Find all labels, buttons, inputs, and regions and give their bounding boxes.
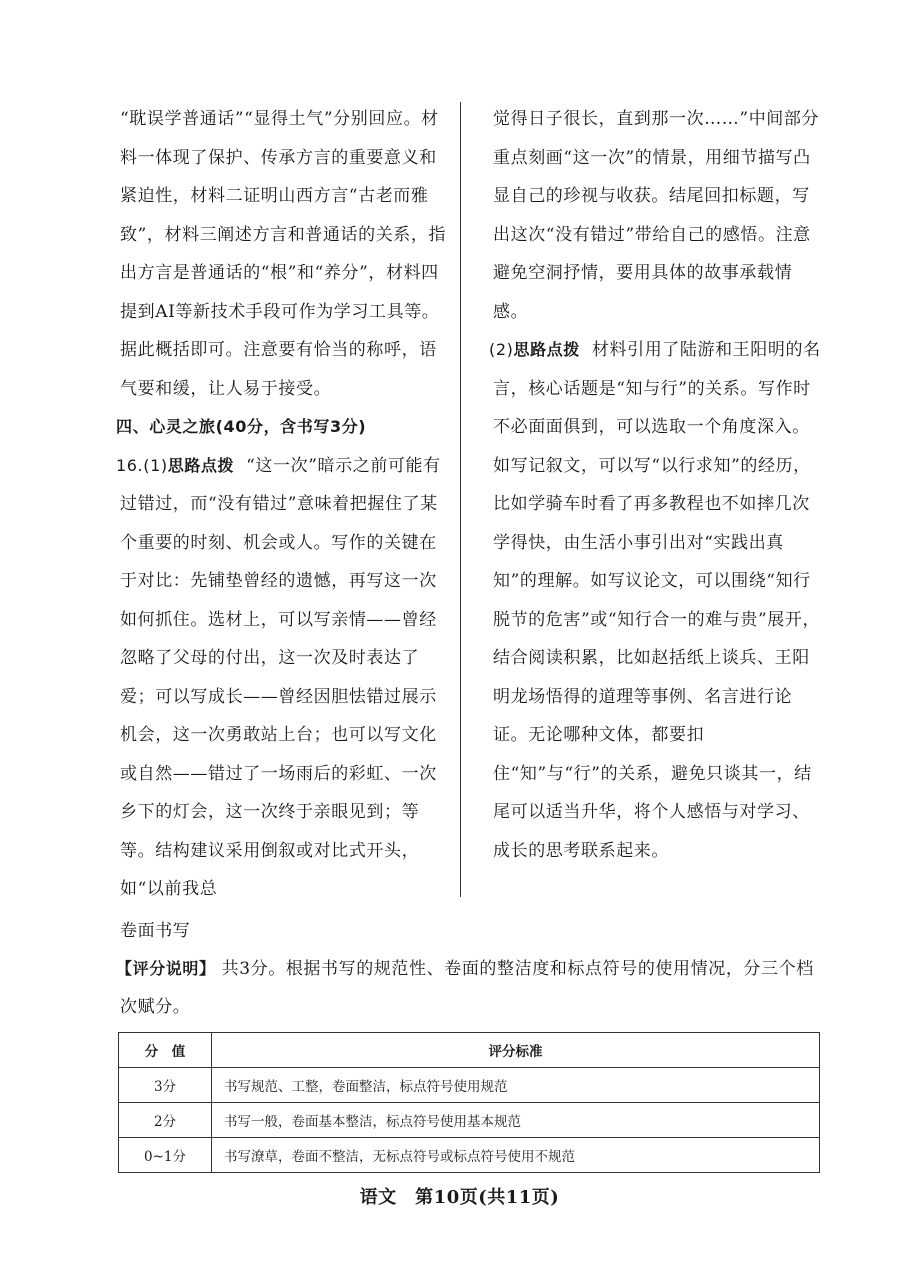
- section-heading: 四、心灵之旅(40分，含书写3分): [116, 417, 367, 436]
- criteria-cell: 书写潦草，卷面不整洁，无标点符号或标点符号使用不规范: [212, 1138, 820, 1173]
- table-row: [119, 1068, 820, 1103]
- table-header-row: [119, 1033, 820, 1068]
- scoring-text: 共3分。根据书写的规范性、卷面的整洁度和标点符号的使用情况，分三个档次赋分。: [120, 959, 814, 1017]
- score-cell: 3分: [119, 1068, 212, 1103]
- page-footer: 语文 第10页(共11页): [359, 1187, 560, 1208]
- question-16-part-2: [489, 331, 823, 870]
- question-16-part-2-text: 材料引用了陆游和王阳明的名言，核心话题是“知与行”的关系。写作时不必面面俱到，可以选取一个角度深入。如写记叙文，可以写“以行求知”的经历，比如学骑车时看了再多教程也不如摔几次学得快，由生活小事引出对“实践出真知”的理解。如写议论文，可以围绕“知行脱节的危害”或“知行合一的难与贵”展开，结合阅读积累，比如赵括纸上谈兵、王阳明龙场悟得的道理等事例、名言进行论证。无论哪种文体，都要扣住“知”与“行”的关系，避免只谈其一，结尾可以适当升华，将个人感悟与对学习、成长的思考联系起来。: [493, 340, 821, 861]
- table-row: [119, 1103, 820, 1138]
- scoring-note: [116, 950, 820, 1026]
- criteria-cell: 书写一般，卷面基本整洁，标点符号使用基本规范: [212, 1103, 820, 1138]
- right-column: [489, 100, 823, 870]
- criteria-cell: 书写规范、工整，卷面整洁，标点符号使用规范: [212, 1068, 820, 1103]
- question-16-text: “这一次”暗示之前可能有过错过，而“没有错过”意味着把握住了某个重要的时刻、机会或人。写作的关键在于对比：先铺垫曾经的遗憾，再写这一次如何抓住。选材上，可以写亲情——曾经忽略了父母的付出，这一次及时表达了爱；可以写成长——曾经因胆怯错过展示机会，这一次勇敢站上台；也可以写文化或自然——错过了一场雨后的彩虹、一次乡下的灯会，这一次终于亲眼见到；等等。结构建议采用倒叙或对比式开头，如“以前我总: [120, 455, 441, 899]
- column-divider: [460, 102, 461, 897]
- hint-label: 思路点拨: [513, 340, 580, 359]
- continuation-paragraph: 觉得日子很长，直到那一次……”中间部分重点刻画“这一次”的情景，用细节描写凸显自己的珍视与收获。结尾回扣标题，写出这次“没有错过”带给自己的感悟。注意避免空洞抒情，要用具体的故事承载情感。: [493, 109, 820, 322]
- handwriting-section: [116, 912, 820, 1026]
- hint-label: 思路点拨: [167, 455, 235, 475]
- header-score: 分 值: [119, 1033, 212, 1068]
- intro-paragraph: “耽误学普通话”“显得土气”分别回应。材料一体现了保护、传承方言的重要意义和紧迫性，材料二证明山西方言“古老而雅致”，材料三阐述方言和普通话的关系，指出方言是普通话的“根”和“养分”，材料四提到AI等新技术手段可作为学习工具等。据此概括即可。注意要有恰当的称呼，语气要和缓，让人易于接受。: [120, 109, 447, 399]
- question-number: (2): [489, 340, 514, 359]
- scoring-tag: 【评分说明】: [116, 959, 216, 978]
- left-column: [116, 100, 450, 909]
- grading-table: [118, 1032, 820, 1173]
- handwriting-title: 卷面书写: [120, 921, 191, 941]
- table-row: [119, 1138, 820, 1173]
- question-16-part-1: [116, 447, 450, 909]
- header-criteria: 评分标准: [212, 1033, 820, 1068]
- score-cell: 2分: [119, 1103, 212, 1138]
- score-cell: 0~1分: [119, 1138, 212, 1173]
- question-number: 16.(1): [116, 455, 168, 475]
